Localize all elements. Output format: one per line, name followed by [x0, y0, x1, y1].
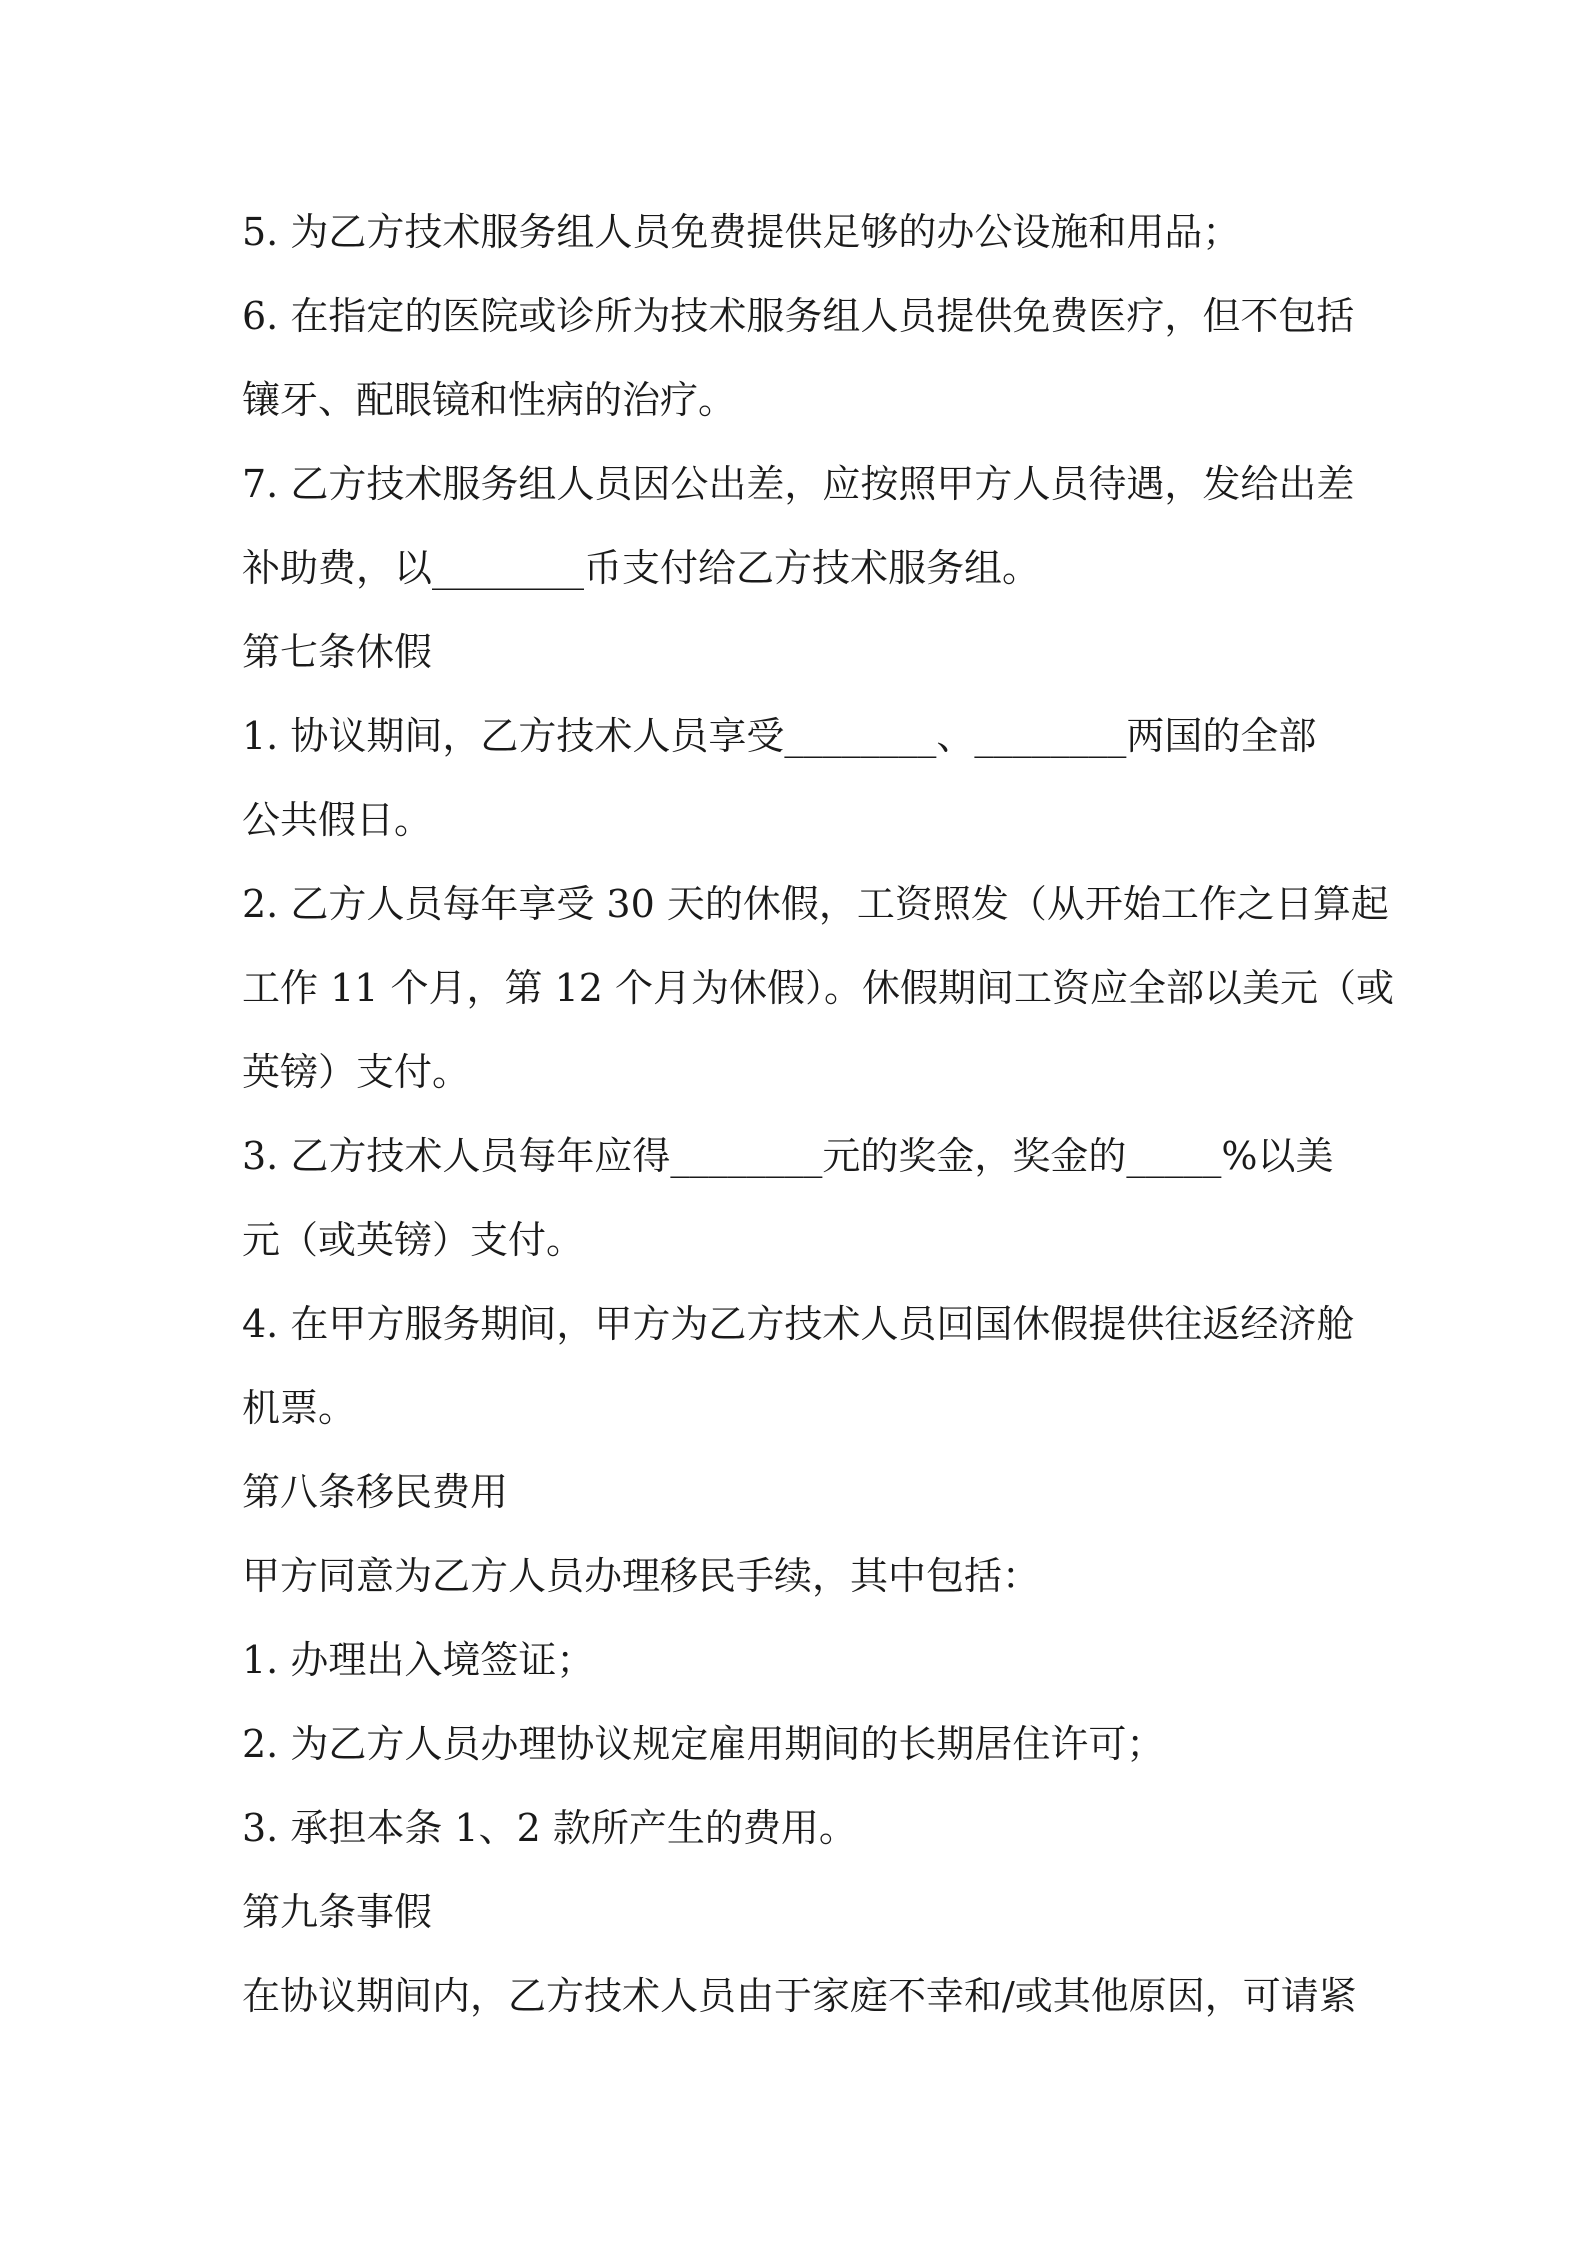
list-item-4-continuation: 机票。 [242, 1386, 357, 1430]
article-9-heading: 第九条事假 [242, 1890, 433, 1934]
list-item-7-continuation: 补助费，以________币支付给乙方技术服务组。 [242, 546, 1041, 590]
list-item-6-continuation: 镶牙、配眼镜和性病的治疗。 [242, 378, 737, 422]
article-9-intro: 在协议期间内，乙方技术人员由于家庭不幸和/或其他原因，可请紧 [242, 1974, 1357, 2018]
list-item-4-airfare: 4. 在甲方服务期间，甲方为乙方技术人员回国休假提供往返经济舱 [242, 1302, 1355, 1346]
list-item-1-public-holidays: 1. 协议期间，乙方技术人员享受________、________两国的全部 [242, 714, 1317, 758]
list-item-2-annual-leave: 2. 乙方人员每年享受 30 天的休假，工资照发（从开始工作之日算起 [242, 882, 1389, 926]
list-item-2-continuation-b: 英镑）支付。 [242, 1050, 471, 1094]
article-7-heading: 第七条休假 [242, 630, 433, 674]
document-body [242, 190, 1395, 2038]
list-item-3-bonus: 3. 乙方技术人员每年应得________元的奖金，奖金的_____%以美 [242, 1134, 1334, 1178]
list-item-6-medical-care: 6. 在指定的医院或诊所为技术服务组人员提供免费医疗，但不包括 [242, 294, 1355, 338]
list-item-2-continuation-a: 工作 11 个月，第 12 个月为休假）。休假期间工资应全部以美元（或 [242, 966, 1395, 1010]
list-item-3-continuation: 元（或英镑）支付。 [242, 1218, 585, 1262]
list-item-5-office-facilities: 5. 为乙方技术服务组人员免费提供足够的办公设施和用品； [242, 210, 1241, 254]
list-item-7-business-travel: 7. 乙方技术服务组人员因公出差，应按照甲方人员待遇，发给出差 [242, 462, 1355, 506]
list-item-1-continuation: 公共假日。 [242, 798, 433, 842]
list-item-2-residence-permit: 2. 为乙方人员办理协议规定雇用期间的长期居住许可； [242, 1722, 1165, 1766]
list-item-1-visa: 1. 办理出入境签证； [242, 1638, 595, 1682]
list-item-3-costs: 3. 承担本条 1、2 款所产生的费用。 [242, 1806, 857, 1850]
article-8-intro: 甲方同意为乙方人员办理移民手续，其中包括： [242, 1554, 1041, 1598]
article-8-heading: 第八条移民费用 [242, 1470, 509, 1514]
